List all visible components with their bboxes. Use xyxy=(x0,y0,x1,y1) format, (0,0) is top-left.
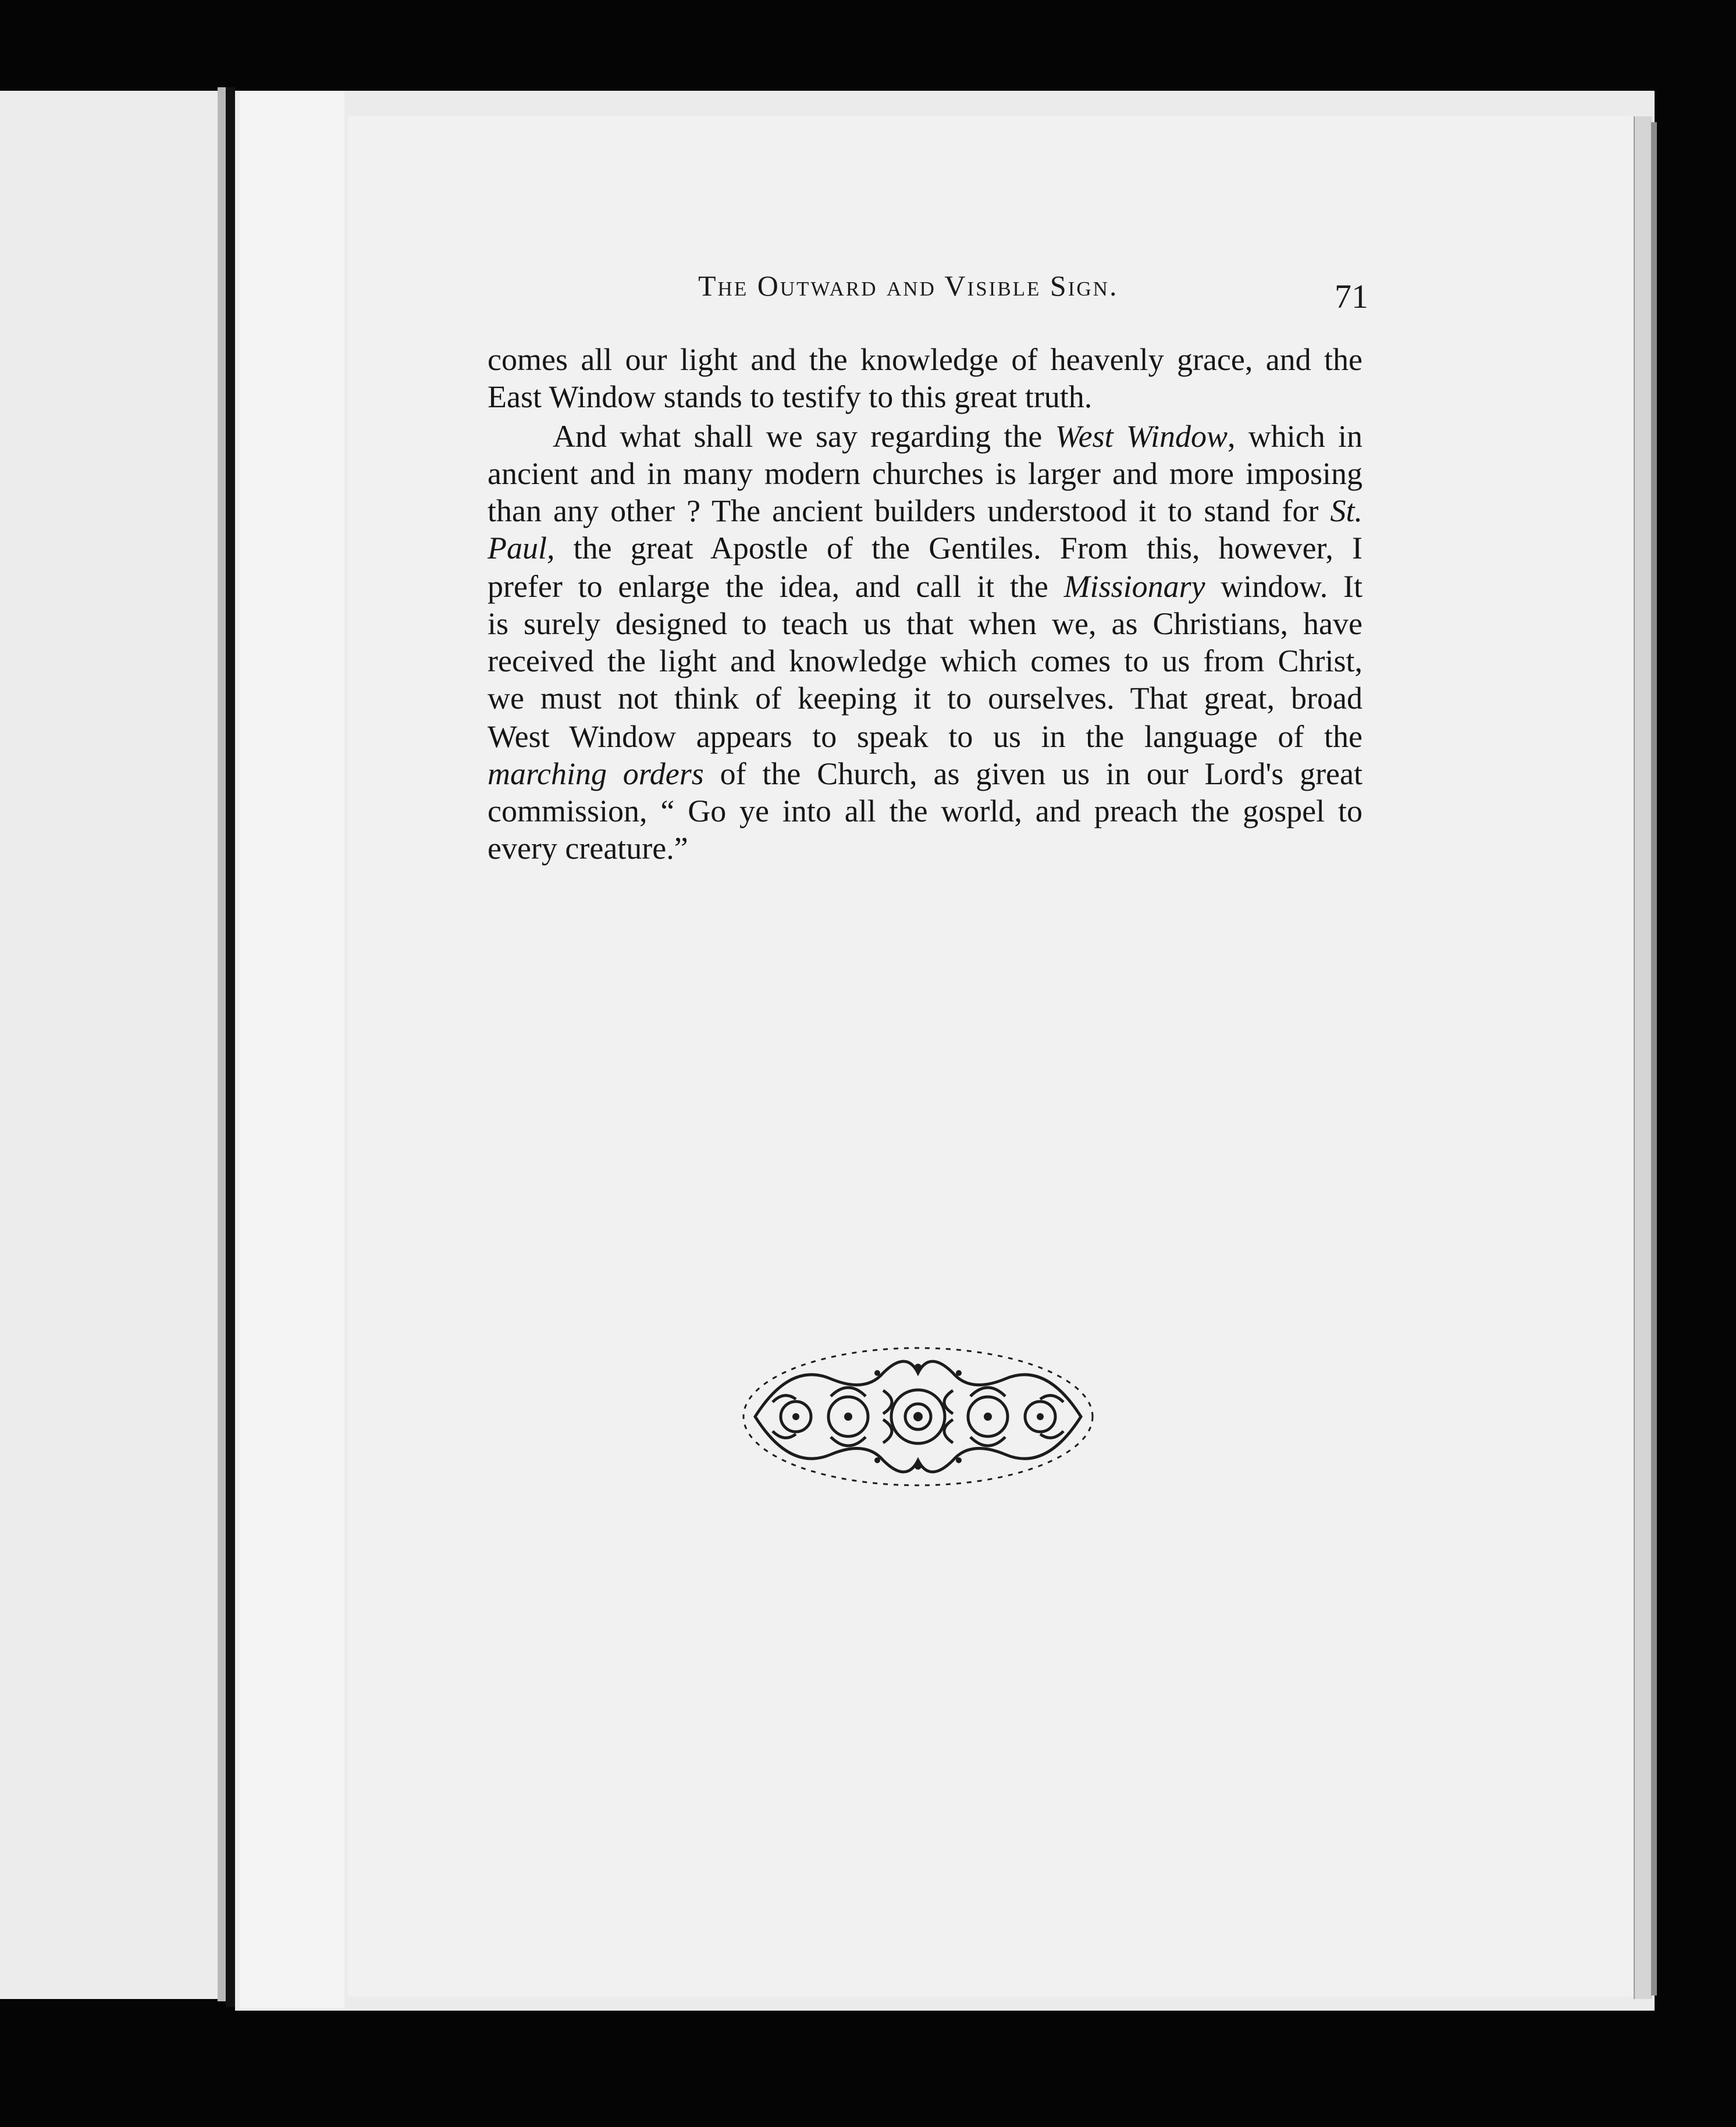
right-page-edge-shadow xyxy=(1651,122,1657,1996)
text-run: window. It xyxy=(1205,569,1363,604)
text-line xyxy=(488,830,1363,867)
text-line xyxy=(488,341,1363,378)
italic-phrase: West Window xyxy=(1055,419,1228,454)
text-line xyxy=(488,792,1363,830)
text-line xyxy=(488,568,1363,605)
text-run: commission, “ Go ye into all the world, and preach the gospel to xyxy=(488,794,1363,828)
italic-phrase: Missionary xyxy=(1063,569,1205,604)
text-run: prefer to enlarge the idea, and call it the xyxy=(488,569,1064,604)
text-line xyxy=(488,718,1363,755)
text-run: than any other ? The ancient builders understood it to stand for xyxy=(488,493,1331,528)
text-line xyxy=(488,642,1363,680)
text-run: West Window appears to speak to us in the language of the xyxy=(488,719,1363,754)
text-line xyxy=(488,492,1363,529)
text-run: we must not think of keeping it to ourselves. That great, broad xyxy=(488,681,1363,716)
text-line xyxy=(488,455,1363,492)
text-run: , which in xyxy=(1227,419,1363,454)
left-facing-page xyxy=(0,91,222,1999)
text-run: comes all our light and the knowledge of heavenly grace, and the xyxy=(488,342,1363,377)
right-page-edge xyxy=(1634,116,1652,1999)
text-run: of the Church, as given us in our Lord's great xyxy=(703,756,1363,791)
text-line xyxy=(488,605,1363,642)
page-number: 71 xyxy=(1335,278,1368,315)
text-line xyxy=(488,755,1363,792)
book-gutter xyxy=(226,87,235,2007)
text-run: received the light and knowledge which comes to us from Christ, xyxy=(488,643,1363,678)
text-run: is surely designed to teach us that when we, as Christians, have xyxy=(488,606,1363,641)
text-run: every creature.” xyxy=(488,831,688,866)
page-hinge-strip xyxy=(240,91,344,2008)
text-run: ancient and in many modern churches is larger and more imposing xyxy=(488,456,1363,491)
text-line xyxy=(488,680,1363,717)
floral-tailpiece-ornament xyxy=(738,1338,1098,1495)
italic-phrase: St. xyxy=(1330,493,1363,528)
running-head: The Outward and Visible Sign. xyxy=(698,269,1119,302)
text-line xyxy=(488,529,1363,567)
text-run: the great Apostle of the Gentiles. From this, however, I xyxy=(554,531,1363,565)
text-line xyxy=(488,418,1363,455)
text-run: East Window stands to testify to this great truth. xyxy=(488,379,1093,414)
left-page-edge xyxy=(218,87,226,2001)
italic-phrase: Paul, xyxy=(488,531,555,565)
italic-phrase: marching orders xyxy=(488,756,704,791)
text-run: And what shall we say regarding the xyxy=(553,419,1055,454)
text-line xyxy=(488,378,1363,415)
